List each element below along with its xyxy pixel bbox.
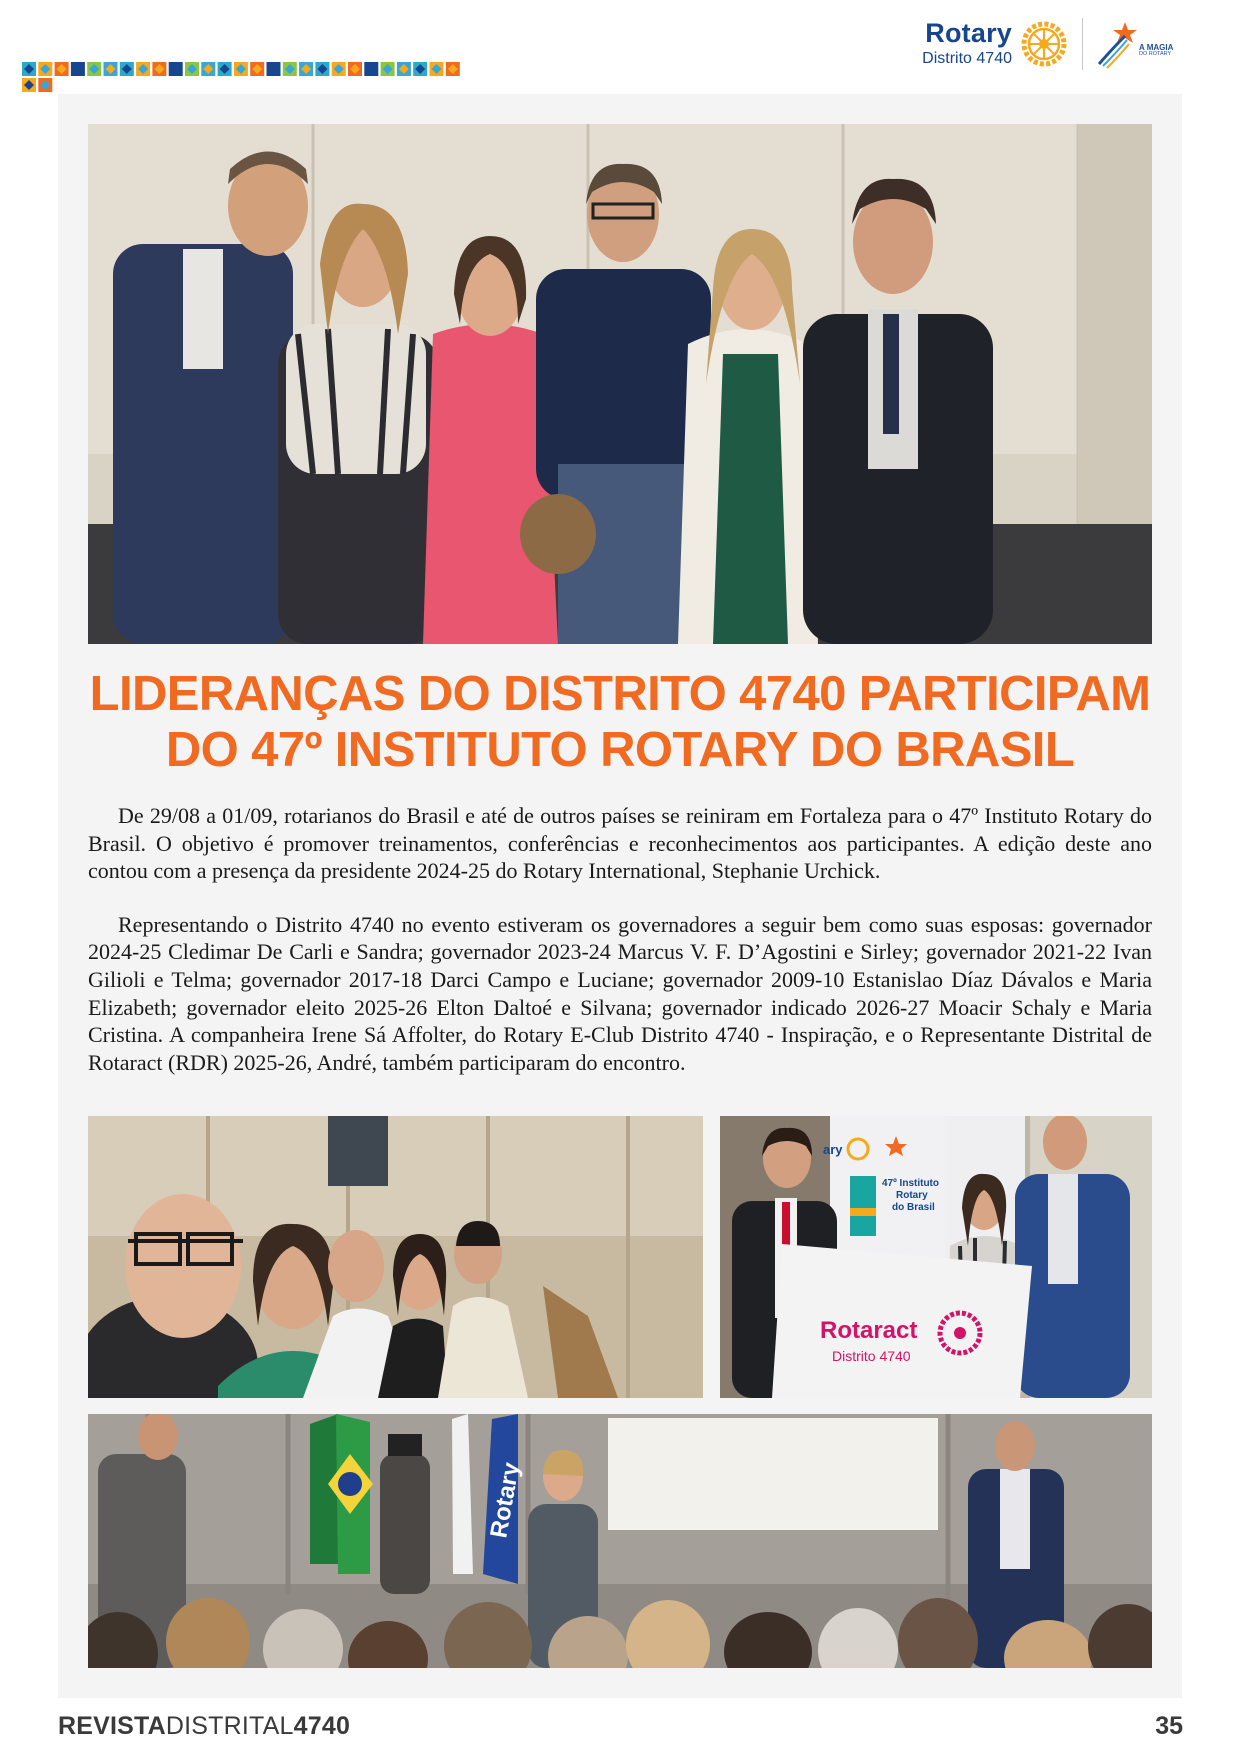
rotary-wheel-icon bbox=[1018, 18, 1070, 70]
pattern-tile bbox=[381, 62, 395, 76]
logo-divider bbox=[1082, 18, 1083, 70]
pattern-tile bbox=[315, 62, 329, 76]
magazine-name-part3: 4740 bbox=[293, 1712, 351, 1740]
pattern-tile bbox=[430, 62, 444, 76]
pattern-tile bbox=[152, 62, 166, 76]
pattern-tile bbox=[348, 62, 362, 76]
group-photo bbox=[88, 124, 1152, 644]
pattern-tile bbox=[169, 62, 183, 76]
pattern-tile bbox=[87, 62, 101, 76]
pattern-tile bbox=[299, 62, 313, 76]
pattern-tile bbox=[38, 78, 52, 92]
pattern-tile bbox=[120, 62, 134, 76]
pattern-tile bbox=[234, 62, 248, 76]
rotaract-flag-district: Distrito 4740 bbox=[832, 1348, 911, 1364]
event-banner-line3: do Brasil bbox=[892, 1202, 935, 1213]
magia-caption bbox=[1139, 44, 1173, 58]
magazine-name-part1: REVISTA bbox=[58, 1712, 166, 1740]
magia-title: A MAGIA bbox=[1139, 43, 1174, 52]
paragraph-representatives: Representando o Distrito 4740 no evento estiveram os governadores a seguir bem como suas esposas: governador 2024-25 Cledimar De Carli e Sandra; governador 2023-24 Marcus V. F. D’Agostini e Sirley; governador 2021-22 Ivan Gilioli e Telma; governador 2017-18 Darci Campo e Luciane; governador 2009-10 Estanislao Díaz Dávalos e Maria Elizabeth; governador eleito 2025-26 Elton Daltoé e Silvana; governador indicado 2026-27 Moacir Schaly e Maria Cristina. A companheira Irene Sá Affolter, do Rotary E-Club Distrito 4740 - Inspiração, e o Representante Distrital de Rotaract (RDR) 2025-26, André, também participaram do encontro. bbox=[88, 911, 1152, 1075]
event-banner-line2: Rotary bbox=[896, 1190, 928, 1201]
magia-subtitle: DO ROTARY bbox=[1139, 51, 1172, 58]
pattern-tile bbox=[250, 62, 264, 76]
pattern-tile bbox=[413, 62, 427, 76]
headline-line-2: DO 47º INSTITUTO ROTARY DO BRASIL bbox=[165, 723, 1075, 777]
conference-stage-photo bbox=[88, 1414, 1152, 1668]
magazine-name bbox=[58, 1712, 350, 1741]
article-body bbox=[88, 802, 1152, 1076]
article-headline bbox=[58, 666, 1182, 778]
selfie-photo bbox=[88, 1116, 703, 1398]
event-banner-line1: 47º Instituto bbox=[882, 1178, 939, 1189]
rotaract-flag-photo bbox=[720, 1116, 1152, 1398]
headline-line-1: LIDERANÇAS DO DISTRITO 4740 PARTICIPAM bbox=[89, 667, 1151, 721]
pattern-tile bbox=[267, 62, 281, 76]
pattern-tile bbox=[22, 62, 36, 76]
pattern-tile bbox=[397, 62, 411, 76]
rotary-name: Rotary bbox=[925, 18, 1012, 48]
pattern-tile bbox=[22, 78, 36, 92]
pattern-tile bbox=[446, 62, 460, 76]
paragraph-intro: De 29/08 a 01/09, rotarianos do Brasil e até de outros países se reiniram em Fortaleza para o 47º Instituto Rotary do Brasil. O objetivo é promover treinamentos, conferências e reconhecimentos aos participantes. A edição deste ano contou com a presença da presidente 2024-25 do Rotary International, Stephanie Urchick. bbox=[88, 803, 1152, 884]
pattern-tile bbox=[283, 62, 297, 76]
pattern-tile bbox=[185, 62, 199, 76]
magia-do-rotary-logo bbox=[1095, 18, 1181, 70]
rotary-district: Distrito 4740 bbox=[922, 50, 1012, 67]
header-logos bbox=[922, 14, 1181, 74]
article-panel bbox=[58, 94, 1182, 1698]
pattern-tile bbox=[55, 62, 69, 76]
pattern-tile bbox=[71, 62, 85, 76]
pattern-tile bbox=[38, 62, 52, 76]
stage-flag-text: Rotary bbox=[485, 1460, 526, 1541]
event-banner-rotary-text: ary bbox=[823, 1142, 843, 1157]
pattern-tile bbox=[364, 62, 378, 76]
pattern-tile bbox=[136, 62, 150, 76]
rotaract-flag-name: Rotaract bbox=[820, 1317, 918, 1344]
pattern-tile bbox=[218, 62, 232, 76]
pattern-tile bbox=[104, 62, 118, 76]
magazine-name-part2: DISTRITAL bbox=[165, 1712, 294, 1740]
pattern-tile bbox=[201, 62, 215, 76]
pattern-tile bbox=[332, 62, 346, 76]
rotary-logo-text bbox=[922, 20, 1012, 68]
page-number: 35 bbox=[1155, 1712, 1183, 1740]
